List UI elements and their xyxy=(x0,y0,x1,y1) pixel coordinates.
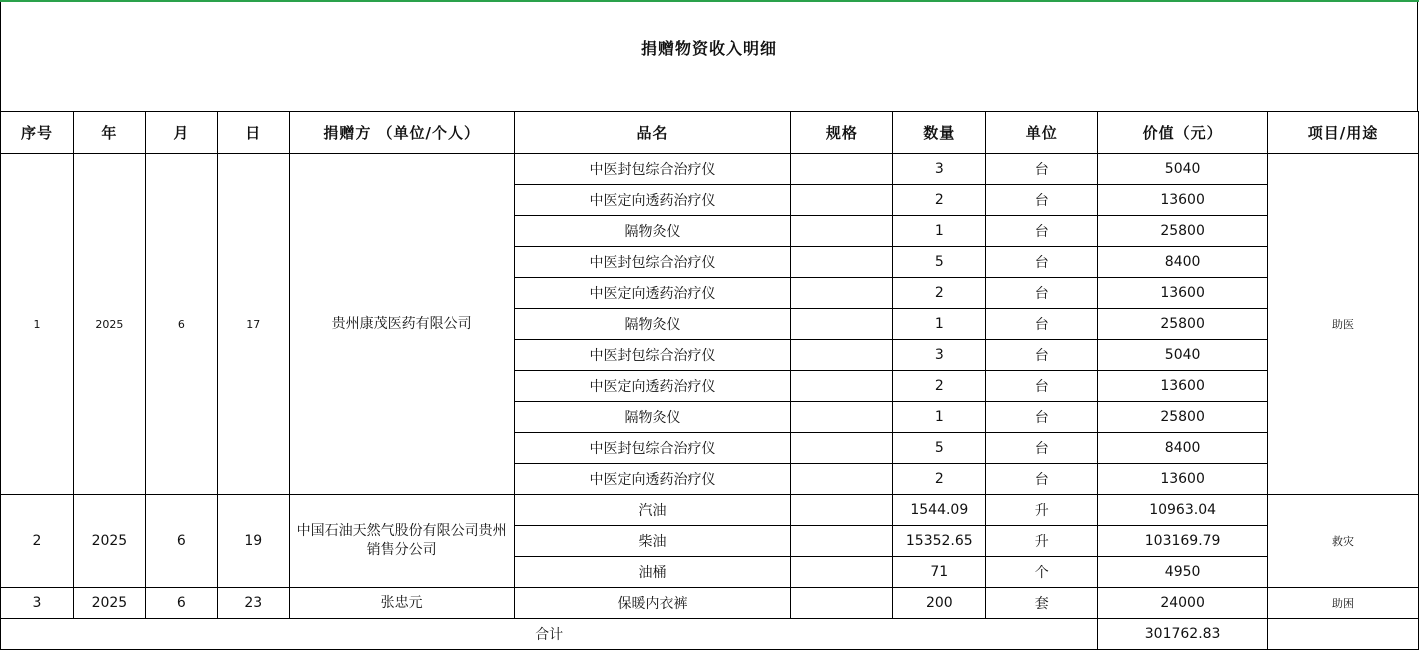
purpose-cell[interactable]: 助医 xyxy=(1268,154,1419,495)
qty-cell[interactable]: 1 xyxy=(893,216,986,247)
item-name-cell[interactable]: 隔物灸仪 xyxy=(514,216,791,247)
total-row xyxy=(1,619,1419,650)
qty-cell[interactable]: 2 xyxy=(893,464,986,495)
spec-cell[interactable] xyxy=(791,247,893,278)
year-cell[interactable]: 2025 xyxy=(73,495,145,588)
value-cell[interactable]: 103169.79 xyxy=(1098,526,1268,557)
spec-cell[interactable] xyxy=(791,588,893,619)
qty-cell[interactable]: 15352.65 xyxy=(893,526,986,557)
spec-cell[interactable] xyxy=(791,464,893,495)
unit-cell[interactable]: 台 xyxy=(986,216,1098,247)
year-cell[interactable]: 2025 xyxy=(73,154,145,495)
column-header[interactable]: 月 xyxy=(145,112,217,154)
value-cell[interactable]: 8400 xyxy=(1098,433,1268,464)
column-header[interactable]: 品名 xyxy=(514,112,791,154)
unit-cell[interactable]: 台 xyxy=(986,340,1098,371)
unit-cell[interactable]: 套 xyxy=(986,588,1098,619)
item-name-cell[interactable]: 中医定向透药治疗仪 xyxy=(514,185,791,216)
spec-cell[interactable] xyxy=(791,185,893,216)
value-cell[interactable]: 5040 xyxy=(1098,340,1268,371)
item-name-cell[interactable]: 中医定向透药治疗仪 xyxy=(514,371,791,402)
donation-table xyxy=(0,111,1419,650)
column-header[interactable]: 年 xyxy=(73,112,145,154)
spec-cell[interactable] xyxy=(791,154,893,185)
unit-cell[interactable]: 个 xyxy=(986,557,1098,588)
spec-cell[interactable] xyxy=(791,340,893,371)
year-cell[interactable]: 2025 xyxy=(73,588,145,619)
spec-cell[interactable] xyxy=(791,278,893,309)
unit-cell[interactable]: 台 xyxy=(986,309,1098,340)
item-name-cell[interactable]: 中医封包综合治疗仪 xyxy=(514,154,791,185)
spec-cell[interactable] xyxy=(791,309,893,340)
unit-cell[interactable]: 台 xyxy=(986,402,1098,433)
unit-cell[interactable]: 台 xyxy=(986,371,1098,402)
seq-cell[interactable]: 3 xyxy=(1,588,74,619)
qty-cell[interactable]: 2 xyxy=(893,185,986,216)
month-cell[interactable]: 6 xyxy=(145,495,217,588)
qty-cell[interactable]: 71 xyxy=(893,557,986,588)
column-header[interactable]: 数量 xyxy=(893,112,986,154)
donor-cell[interactable]: 张忠元 xyxy=(289,588,514,619)
total-empty-cell[interactable] xyxy=(1268,619,1419,650)
item-name-cell[interactable]: 保暖内衣裤 xyxy=(514,588,791,619)
purpose-cell[interactable]: 救灾 xyxy=(1268,495,1419,588)
item-name-cell[interactable]: 中医定向透药治疗仪 xyxy=(514,464,791,495)
title-cell[interactable] xyxy=(0,2,1418,111)
total-value-cell[interactable]: 301762.83 xyxy=(1098,619,1268,650)
item-name-cell[interactable]: 油桶 xyxy=(514,557,791,588)
table-row xyxy=(1,495,1419,526)
page-title: 捐赠物资收入明细 xyxy=(640,39,777,58)
item-name-cell[interactable]: 隔物灸仪 xyxy=(514,402,791,433)
qty-cell[interactable]: 5 xyxy=(893,247,986,278)
spec-cell[interactable] xyxy=(791,433,893,464)
value-cell[interactable]: 24000 xyxy=(1098,588,1268,619)
item-name-cell[interactable]: 隔物灸仪 xyxy=(514,309,791,340)
purpose-cell[interactable]: 助困 xyxy=(1268,588,1419,619)
value-cell[interactable]: 25800 xyxy=(1098,216,1268,247)
table-row xyxy=(1,154,1419,185)
unit-cell[interactable]: 升 xyxy=(986,495,1098,526)
header-row xyxy=(1,112,1419,154)
column-header[interactable]: 项目/用途 xyxy=(1268,112,1419,154)
item-name-cell[interactable]: 中医封包综合治疗仪 xyxy=(514,247,791,278)
day-cell[interactable]: 23 xyxy=(217,588,289,619)
value-cell[interactable]: 10963.04 xyxy=(1098,495,1268,526)
spec-cell[interactable] xyxy=(791,495,893,526)
month-cell[interactable]: 6 xyxy=(145,154,217,495)
spec-cell[interactable] xyxy=(791,216,893,247)
spec-cell[interactable] xyxy=(791,526,893,557)
qty-cell[interactable]: 1 xyxy=(893,309,986,340)
day-cell[interactable]: 17 xyxy=(217,154,289,495)
unit-cell[interactable]: 台 xyxy=(986,464,1098,495)
value-cell[interactable]: 13600 xyxy=(1098,371,1268,402)
value-cell[interactable]: 4950 xyxy=(1098,557,1268,588)
value-cell[interactable]: 13600 xyxy=(1098,464,1268,495)
qty-cell[interactable]: 3 xyxy=(893,154,986,185)
item-name-cell[interactable]: 中医定向透药治疗仪 xyxy=(514,278,791,309)
column-header[interactable]: 价值（元） xyxy=(1098,112,1268,154)
qty-cell[interactable]: 200 xyxy=(893,588,986,619)
day-cell[interactable]: 19 xyxy=(217,495,289,588)
item-name-cell[interactable]: 中医封包综合治疗仪 xyxy=(514,340,791,371)
unit-cell[interactable]: 台 xyxy=(986,247,1098,278)
qty-cell[interactable]: 3 xyxy=(893,340,986,371)
item-name-cell[interactable]: 中医封包综合治疗仪 xyxy=(514,433,791,464)
donor-cell[interactable]: 贵州康茂医药有限公司 xyxy=(289,154,514,495)
value-cell[interactable]: 5040 xyxy=(1098,154,1268,185)
column-header[interactable]: 单位 xyxy=(986,112,1098,154)
spec-cell[interactable] xyxy=(791,371,893,402)
qty-cell[interactable]: 1544.09 xyxy=(893,495,986,526)
column-header[interactable]: 日 xyxy=(217,112,289,154)
spec-cell[interactable] xyxy=(791,402,893,433)
column-header[interactable]: 捐赠方 （单位/个人） xyxy=(289,112,514,154)
month-cell[interactable]: 6 xyxy=(145,588,217,619)
value-cell[interactable]: 25800 xyxy=(1098,309,1268,340)
qty-cell[interactable]: 2 xyxy=(893,371,986,402)
unit-cell[interactable]: 台 xyxy=(986,433,1098,464)
qty-cell[interactable]: 5 xyxy=(893,433,986,464)
table-row xyxy=(1,588,1419,619)
donor-cell[interactable]: 中国石油天然气股份有限公司贵州销售分公司 xyxy=(289,495,514,588)
item-name-cell[interactable]: 汽油 xyxy=(514,495,791,526)
unit-cell[interactable]: 升 xyxy=(986,526,1098,557)
value-cell[interactable]: 8400 xyxy=(1098,247,1268,278)
column-header[interactable]: 规格 xyxy=(791,112,893,154)
qty-cell[interactable]: 2 xyxy=(893,278,986,309)
unit-cell[interactable]: 台 xyxy=(986,154,1098,185)
qty-cell[interactable]: 1 xyxy=(893,402,986,433)
total-label-cell[interactable]: 合计 xyxy=(1,619,1098,650)
unit-cell[interactable]: 台 xyxy=(986,185,1098,216)
unit-cell[interactable]: 台 xyxy=(986,278,1098,309)
value-cell[interactable]: 13600 xyxy=(1098,185,1268,216)
seq-cell[interactable]: 1 xyxy=(1,154,74,495)
value-cell[interactable]: 13600 xyxy=(1098,278,1268,309)
seq-cell[interactable]: 2 xyxy=(1,495,74,588)
value-cell[interactable]: 25800 xyxy=(1098,402,1268,433)
item-name-cell[interactable]: 柴油 xyxy=(514,526,791,557)
column-header[interactable]: 序号 xyxy=(1,112,74,154)
spec-cell[interactable] xyxy=(791,557,893,588)
